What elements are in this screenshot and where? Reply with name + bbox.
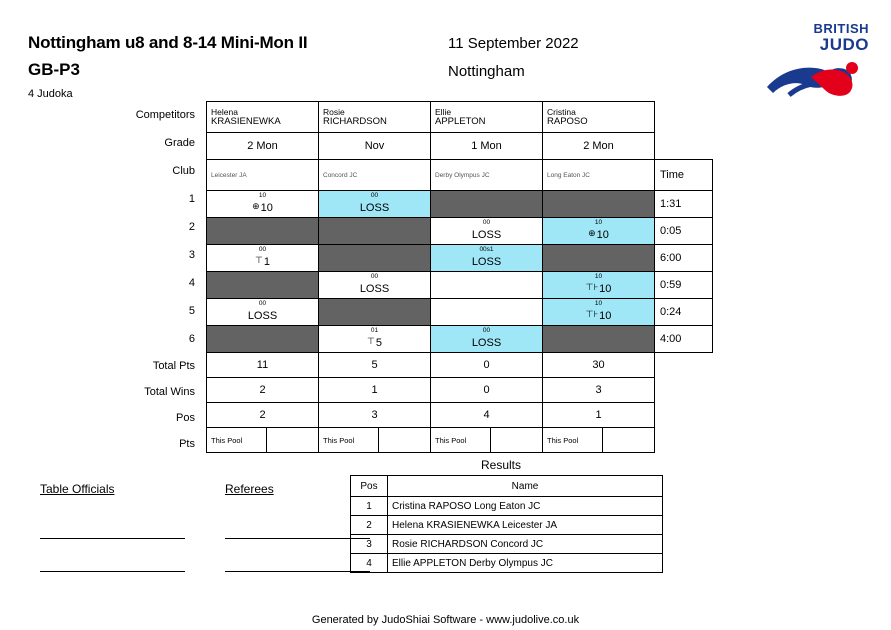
total-pts-c2: 5 [319,353,431,378]
result-pos-2: 2 [351,516,388,535]
match-cell-r3-c4 [543,245,655,272]
table-row-total-wins [207,378,713,403]
club-cell-3: Derby Olympus JC [431,160,543,191]
match-cell-r5-c2 [319,299,431,326]
list-item [351,554,663,573]
match-cell-r1-c4 [543,191,655,218]
match-time-r3: 6:00 [655,245,713,272]
pts-value-c1[interactable] [267,428,318,452]
match-cell-r1-c2[interactable] [319,191,431,218]
result-name-2: Helena KRASIENEWKA Leicester JA [388,516,663,535]
match-time-r6: 4:00 [655,326,713,353]
table-row [207,191,713,218]
match-result: ⊤5 [367,336,382,349]
competitor-cell-2[interactable] [319,102,431,133]
event-date: 11 September 2022 [448,35,579,52]
row-label-total-wins: Total Wins [144,386,195,398]
match-cell-r6-c1 [207,326,319,353]
club-cell-1: Leicester JA [207,160,319,191]
result-name-3: Rosie RICHARDSON Concord JC [388,535,663,554]
match-result: ⊕10 [588,228,609,241]
match-cell-r3-c3[interactable] [431,245,543,272]
match-cell-r6-c4 [543,326,655,353]
table-row [207,245,713,272]
list-item [351,535,663,554]
match-time-r2: 0:05 [655,218,713,245]
match-cell-r4-c3[interactable] [431,272,543,299]
row-label-round-1: 1 [188,193,195,205]
competitor-first-name: Helena [211,107,238,117]
total-wins-c2: 1 [319,378,431,403]
ippon-icon: ⊤⊦ [585,282,599,292]
grade-cell-3: 1 Mon [431,133,543,160]
table-row-club [207,160,713,191]
results-header-row [351,476,663,497]
judoka-count: 4 Judoka [28,88,73,100]
table-row-pts [207,428,713,453]
competitor-last-name: APPLETON [435,116,486,127]
match-score: 00s1 [479,246,494,253]
time-column-header: Time [655,160,713,191]
row-label-club: Club [172,165,195,177]
result-pos-4: 4 [351,554,388,573]
row-label-round-6: 6 [188,333,195,345]
match-score: 00 [482,219,491,226]
list-item [351,516,663,535]
match-cell-r4-c4[interactable] [543,272,655,299]
match-cell-r6-c3[interactable] [431,326,543,353]
match-cell-r1-c3 [431,191,543,218]
pts-value-c2[interactable] [379,428,430,452]
match-cell-r4-c2[interactable] [319,272,431,299]
pos-c2: 3 [319,403,431,428]
match-cell-r4-c1 [207,272,319,299]
event-venue: Nottingham [448,63,525,80]
row-label-total-pts: Total Pts [152,360,195,372]
pts-label-c1: This Pool [207,428,267,452]
competitor-first-name: Ellie [435,107,452,117]
pts-value-c4[interactable] [603,428,654,452]
match-result: ⊕10 [252,201,273,214]
row-label-round-2: 2 [188,221,195,233]
competitor-cell-1[interactable] [207,102,319,133]
row-label-competitors: Competitors [135,109,195,121]
result-name-4: Ellie APPLETON Derby Olympus JC [388,554,663,573]
pos-c1: 2 [207,403,319,428]
results-col-name: Name [388,476,663,497]
match-cell-r3-c2 [319,245,431,272]
total-wins-c3: 0 [431,378,543,403]
table-row-grade [207,133,713,160]
competitor-last-name: RAPOSO [547,116,588,127]
referees-line-1[interactable] [225,518,370,539]
pts-value-c3[interactable] [491,428,542,452]
match-score: 00 [258,300,267,307]
row-label-grade: Grade [164,137,195,149]
match-cell-r2-c4[interactable] [543,218,655,245]
result-pos-1: 1 [351,497,388,516]
match-cell-r2-c3[interactable] [431,218,543,245]
table-row [207,326,713,353]
match-score: 10 [594,219,603,226]
total-wins-c1: 2 [207,378,319,403]
match-time-r5: 0:24 [655,299,713,326]
pts-label-c2: This Pool [319,428,379,452]
grade-cell-2: Nov [319,133,431,160]
match-cell-r5-c3[interactable] [431,299,543,326]
event-title: Nottingham u8 and 8-14 Mini-Mon II [28,33,308,52]
match-time-r1: 1:31 [655,191,713,218]
match-score: 00 [482,327,491,334]
match-result: ⊤1 [255,255,270,268]
ippon-icon: ⊤⊦ [585,309,599,319]
results-title: Results [480,458,521,472]
logo-mark [759,57,867,99]
british-judo-logo [759,22,869,100]
total-pts-c1: 11 [207,353,319,378]
match-cell-r1-c1[interactable] [207,191,319,218]
table-officials-line-1[interactable] [40,518,185,539]
table-row-pos [207,403,713,428]
total-pts-c4: 30 [543,353,655,378]
club-cell-2: Concord JC [319,160,431,191]
table-row-total-pts [207,353,713,378]
match-cell-r5-c4[interactable] [543,299,655,326]
pts-label-c3: This Pool [431,428,491,452]
table-officials-label: Table Officials [40,482,115,496]
match-result: LOSS [359,202,390,214]
pool-grid [206,101,713,453]
grade-cell-4: 2 Mon [543,133,655,160]
table-officials-line-2[interactable] [40,551,185,572]
match-time-r4: 0:59 [655,272,713,299]
match-result: LOSS [471,229,502,241]
match-result: ⊤⊦10 [585,282,612,295]
match-cell-r5-c1[interactable] [207,299,319,326]
row-label-round-5: 5 [188,305,195,317]
match-score: 01 [370,327,379,334]
match-score: 00 [258,246,267,253]
results-section [350,458,663,573]
referees-label: Referees [225,482,274,496]
competitor-first-name: Cristina [547,107,576,117]
total-pts-c3: 0 [431,353,543,378]
match-result: LOSS [471,337,502,349]
match-result: LOSS [471,256,502,268]
officials-section [40,482,340,572]
match-cell-r2-c2 [319,218,431,245]
match-cell-r2-c1 [207,218,319,245]
match-result: LOSS [359,283,390,295]
match-result: LOSS [247,310,278,322]
result-pos-3: 3 [351,535,388,554]
logo-text-judo: JUDO [819,35,869,54]
match-cell-r3-c1[interactable] [207,245,319,272]
row-label-round-3: 3 [188,249,195,261]
competitor-cell-3[interactable] [431,102,543,133]
list-item [351,497,663,516]
match-score: 00 [370,192,379,199]
row-labels [96,101,201,457]
pool-table [206,101,713,453]
result-name-1: Cristina RAPOSO Long Eaton JC [388,497,663,516]
ippon-icon: ⊤ [367,336,375,346]
match-result: ⊤⊦10 [585,309,612,322]
footer-text: Generated by JudoShiai Software - www.judolive.co.uk [311,614,580,626]
table-row [207,299,713,326]
pts-c2[interactable] [319,428,431,453]
pts-label-c4: This Pool [543,428,603,452]
ippon-icon: ⊕ [588,228,596,238]
competitor-last-name: KRASIENEWKA [211,116,281,127]
pos-c4: 1 [543,403,655,428]
club-cell-4: Long Eaton JC [543,160,655,191]
row-label-round-4: 4 [188,277,195,289]
competitor-cell-4[interactable] [543,102,655,133]
table-row [207,272,713,299]
match-score: 10 [594,300,603,307]
ippon-icon: ⊕ [252,201,260,211]
ippon-icon: ⊤ [255,255,263,265]
referees-line-2[interactable] [225,551,370,572]
table-row-competitors [207,102,713,133]
row-label-pts: Pts [179,438,195,450]
pts-c4[interactable] [543,428,655,453]
competitor-last-name: RICHARDSON [323,116,387,127]
grade-cell-1: 2 Mon [207,133,319,160]
match-score: 10 [594,273,603,280]
match-cell-r6-c2[interactable] [319,326,431,353]
match-score: 00 [370,273,379,280]
event-pool-code: GB-P3 [28,60,80,79]
pts-c1[interactable] [207,428,319,453]
competitor-first-name: Rosie [323,107,345,117]
pos-c3: 4 [431,403,543,428]
row-label-pos: Pos [176,412,195,424]
pts-c3[interactable] [431,428,543,453]
match-score: 10 [258,192,267,199]
table-row [207,218,713,245]
total-wins-c4: 3 [543,378,655,403]
results-col-pos: Pos [351,476,388,497]
results-table [350,475,663,573]
logo-text-british: BRITISH [813,21,869,36]
